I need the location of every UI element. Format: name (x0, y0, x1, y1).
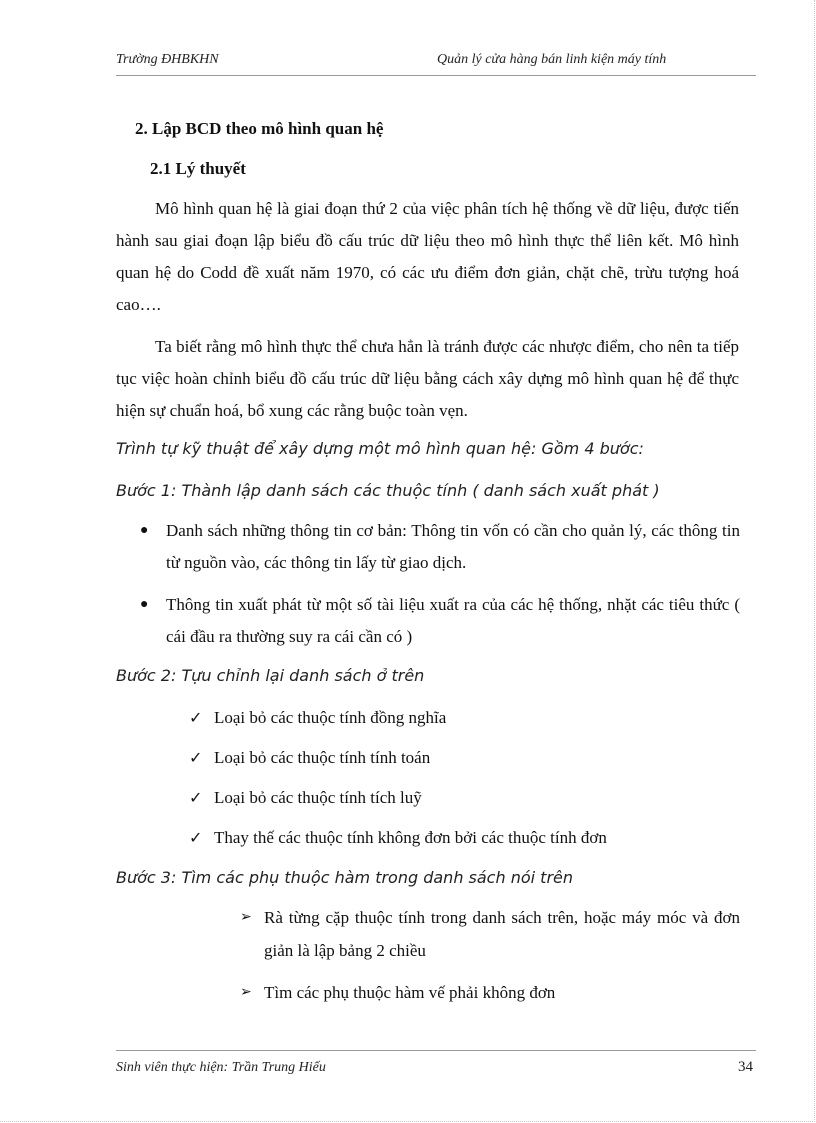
list-item (189, 743, 430, 774)
paragraph-relational-model: Mô hình quan hệ là giai đoạn thứ 2 của việc phân tích hệ thống về dữ liệu, được tiến hành sau giai đoạn lập biểu đồ cấu trúc dữ liệu theo mô hình thực thể liên kết. Mô hình quan hệ do Codd đề xuất năm 1970, có các ưu điểm đơn giản, chặt chẽ, trừu tượng hoá cao…. (116, 199, 739, 314)
section-heading: 2. Lập BCD theo mô hình quan hệ (135, 119, 384, 138)
arrow-bullet-icon: ➢ (240, 910, 252, 925)
list-item (189, 783, 422, 814)
procedure-intro: Trình tự kỹ thuật để xây dựng một mô hình quan hệ: Gồm 4 bước: (116, 439, 644, 458)
list-item-text: Thông tin xuất phát từ một số tài liệu xuất ra của các hệ thống, nhặt các tiêu thức ( cái đầu ra thường suy ra cái cần có ) (166, 595, 740, 646)
header-document-title: Quản lý cửa hàng bán linh kiện máy tính (437, 52, 667, 67)
checkmark-icon: ✓ (189, 830, 203, 847)
paragraph-normalization: Ta biết rằng mô hình thực thể chưa hẳn là tránh được các nhược điểm, cho nên ta tiếp tục việc hoàn chỉnh biểu đồ cấu trúc dữ liệu bằng cách xây dựng mô hình quan hệ để thực hiện sự chuẩn hoá, bổ xung các rằng buộc toàn vẹn. (116, 337, 739, 420)
step-3-title: Bước 3: Tìm các phụ thuộc hàm trong danh sách nói trên (116, 868, 573, 887)
bullet-icon: ● (140, 523, 149, 538)
list-item-text: Tìm các phụ thuộc hàm vế phải không đơn (264, 983, 556, 1002)
checkmark-icon: ✓ (189, 710, 203, 727)
page-number: 34 (738, 1059, 753, 1075)
list-item-text: Rà từng cặp thuộc tính trong danh sách trên, hoặc máy móc và đơn giản là lập bảng 2 chiều (264, 908, 740, 960)
header-school: Trường ĐHBKHN (116, 52, 219, 67)
list-item (189, 823, 607, 854)
bullet-icon: ● (140, 597, 149, 612)
header-divider (116, 75, 756, 76)
step-1-title: Bước 1: Thành lập danh sách các thuộc tính ( danh sách xuất phát ) (116, 481, 660, 500)
step-2-title: Bước 2: Tựu chỉnh lại danh sách ở trên (116, 666, 425, 685)
subsection-heading: 2.1 Lý thuyết (150, 159, 246, 178)
checkmark-icon: ✓ (189, 750, 203, 767)
list-item (140, 589, 740, 653)
list-item (189, 703, 446, 734)
footer-author: Sinh viên thực hiện: Trần Trung Hiếu (116, 1060, 326, 1075)
footer-divider (116, 1050, 756, 1051)
list-item-text: Loại bỏ các thuộc tính tích luỹ (214, 788, 422, 807)
list-item-text: Loại bỏ các thuộc tính tính toán (214, 748, 431, 767)
list-item (240, 976, 740, 1009)
list-item-text: Loại bỏ các thuộc tính đồng nghĩa (214, 708, 447, 727)
list-item (140, 515, 740, 579)
list-item-text: Thay thế các thuộc tính không đơn bởi các thuộc tính đơn (214, 828, 607, 847)
list-item-text: Danh sách những thông tin cơ bản: Thông tin vốn có cần cho quản lý, các thông tin từ nguồn vào, các thông tin lấy từ giao dịch. (166, 521, 740, 572)
checkmark-icon: ✓ (189, 790, 203, 807)
arrow-bullet-icon: ➢ (240, 985, 252, 1000)
list-item (240, 901, 740, 967)
